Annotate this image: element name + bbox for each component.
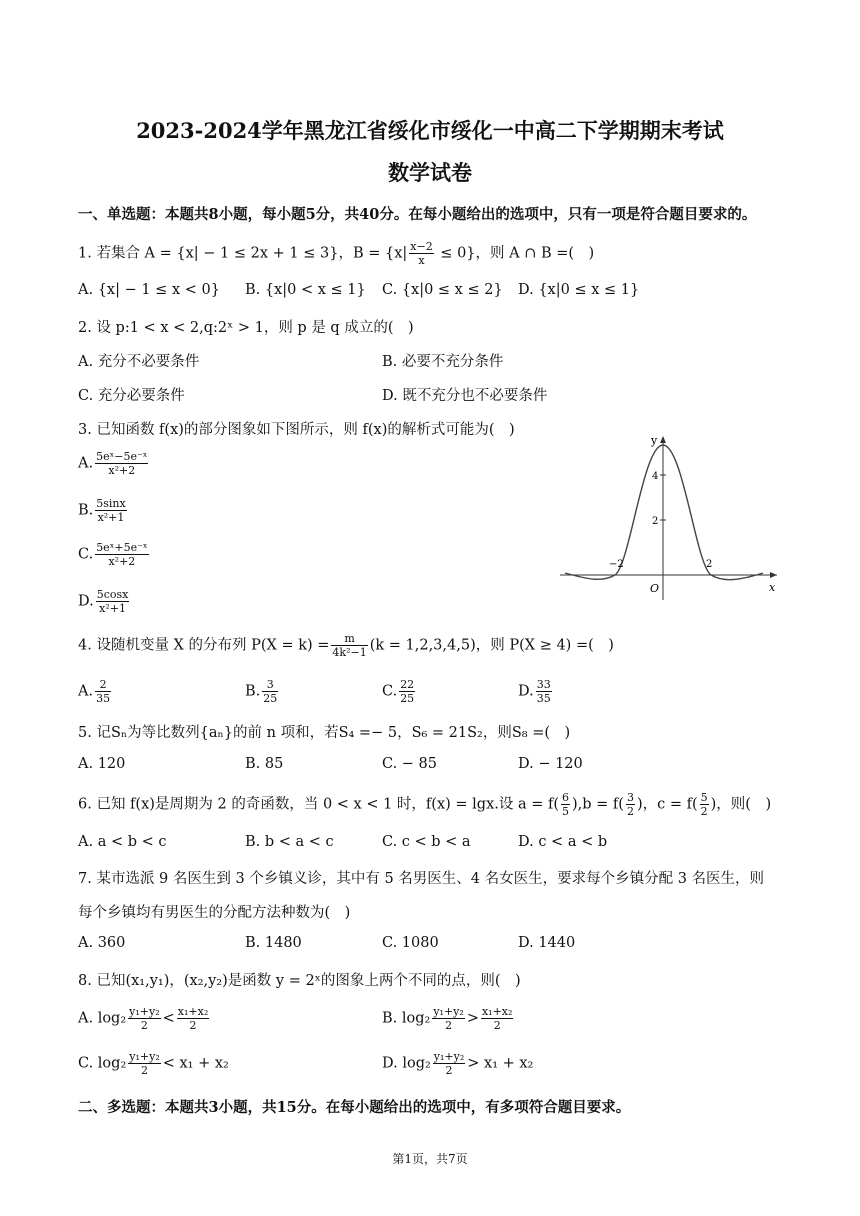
option-c[interactable] xyxy=(78,541,151,568)
option-c[interactable] xyxy=(382,678,417,705)
option-a[interactable]: A. 充分不必要条件 xyxy=(78,354,200,370)
option-expression: < x₁ + x₂ xyxy=(162,1055,229,1072)
option-fraction xyxy=(536,678,552,705)
option-c[interactable] xyxy=(78,1050,229,1077)
fraction-denominator: x²+1 xyxy=(99,602,126,615)
question-5: 5. 记Sₙ为等比数列{aₙ}的前 n 项和，若S₄ =− 5，S₆ = 21S₂，则S₈ =( ) xyxy=(78,725,571,741)
option-c[interactable]: C. {x|0 ≤ x ≤ 2} xyxy=(382,282,503,298)
fraction-numerator: x₁+x₂ xyxy=(481,1005,513,1018)
question-4-fraction xyxy=(331,632,367,659)
section-heading-multiple-choice: 二、多选题：本题共3小题，共15分。在每小题给出的选项中，有多项符合题目要求。 xyxy=(78,1099,631,1116)
fraction-numerator: 5cosx xyxy=(96,588,129,601)
question-4-stem-b: (k = 1,2,3,4,5)，则 P(X ≥ 4) =( ) xyxy=(369,637,614,654)
option-c[interactable]: C. c < b < a xyxy=(382,834,471,850)
option-d[interactable] xyxy=(518,678,554,705)
option-label: D. log₂ xyxy=(382,1055,431,1072)
option-a[interactable] xyxy=(78,450,150,477)
option-fraction xyxy=(128,1005,160,1032)
option-b[interactable]: B. 1480 xyxy=(245,935,302,951)
fraction-numerator: 3 xyxy=(262,678,278,692)
fraction-denominator: 2 xyxy=(445,1019,453,1032)
fraction-numerator: m xyxy=(331,632,367,646)
option-d[interactable] xyxy=(78,588,131,615)
question-2: 2. 设 p:1 < x < 2,q:2ˣ > 1，则 p 是 q 成立的( ) xyxy=(78,320,414,336)
fraction-numerator: x−2 xyxy=(410,240,433,253)
option-label: B. log₂ xyxy=(382,1010,431,1027)
option-a[interactable] xyxy=(78,678,113,705)
fraction-numerator: y₁+y₂ xyxy=(129,1005,160,1018)
fraction-numerator: y₁+y₂ xyxy=(433,1005,464,1018)
question-4-stem-a: 4. 设随机变量 X 的分布列 P(X = k) = xyxy=(78,637,330,654)
option-b[interactable] xyxy=(382,1005,515,1032)
option-a[interactable]: A. 360 xyxy=(78,935,126,951)
fraction-denominator: x²+2 xyxy=(108,555,136,568)
option-label: C. xyxy=(382,683,398,700)
option-c[interactable]: C. 充分必要条件 xyxy=(78,388,185,404)
question-6-stem-b: ),b = f( xyxy=(572,796,624,813)
question-1-stem-a: 1. 若集合 A = {x| − 1 ≤ 2x + 1 ≤ 3}，B = {x| xyxy=(78,245,408,262)
fraction-denominator: 4k²−1 xyxy=(332,646,367,659)
fraction-denominator: 2 xyxy=(141,1064,148,1077)
fraction-numerator: 22 xyxy=(400,678,415,691)
question-6 xyxy=(78,791,771,818)
fraction-denominator: 35 xyxy=(96,692,111,705)
fraction-numerator: 5sinx xyxy=(96,497,126,510)
question-7-line-2: 每个乡镇均有男医生的分配方法种数为( ) xyxy=(78,905,351,921)
fraction-denominator: 2 xyxy=(700,805,708,818)
fraction-numerator: 5eˣ−5e⁻ˣ xyxy=(96,450,148,463)
option-b[interactable]: B. {x|0 < x ≤ 1} xyxy=(245,282,366,298)
function-curve xyxy=(565,445,763,580)
fraction-denominator: 2 xyxy=(140,1019,148,1032)
option-label: D. xyxy=(78,593,94,610)
fraction-numerator: y₁+y₂ xyxy=(433,1050,465,1063)
page-footer: 第1页，共7页 xyxy=(392,1152,468,1166)
option-d[interactable]: D. c < a < b xyxy=(518,834,608,850)
option-fraction xyxy=(95,497,126,524)
fraction-denominator: 25 xyxy=(263,692,278,705)
question-1-stem-b: ≤ 0}，则 A ∩ B =( ) xyxy=(435,245,595,262)
option-fraction xyxy=(399,678,415,705)
y-axis-label: y xyxy=(651,434,658,447)
fraction-denominator: 35 xyxy=(536,692,551,705)
comparison-operator: < xyxy=(162,1010,175,1027)
option-b[interactable]: B. b < a < c xyxy=(245,834,334,850)
option-fraction xyxy=(96,588,130,615)
fraction-numerator: 6 xyxy=(562,791,570,804)
option-b[interactable] xyxy=(78,497,129,524)
option-d[interactable]: D. 既不充分也不必要条件 xyxy=(382,388,548,404)
fraction-denominator: 2 xyxy=(189,1019,197,1032)
option-label: A. log₂ xyxy=(78,1010,127,1027)
option-d[interactable]: D. − 120 xyxy=(518,756,583,772)
option-label: D. xyxy=(518,683,534,700)
option-fraction xyxy=(432,1005,464,1032)
question-6-fraction xyxy=(700,791,709,818)
fraction-numerator: x₁+x₂ xyxy=(177,1005,209,1018)
option-b[interactable]: B. 必要不充分条件 xyxy=(382,354,504,370)
fraction-denominator: 2 xyxy=(493,1019,501,1032)
x-tick-label: −2 xyxy=(609,559,624,570)
option-expression: > x₁ + x₂ xyxy=(467,1055,534,1072)
y-tick-label: 2 xyxy=(652,516,659,527)
option-label: B. xyxy=(78,502,94,519)
question-1-fraction xyxy=(409,240,433,267)
option-d[interactable]: D. 1440 xyxy=(518,935,576,951)
fraction-denominator: x xyxy=(418,254,425,267)
option-fraction xyxy=(177,1005,209,1032)
option-fraction xyxy=(481,1005,513,1032)
fraction-numerator: 5eˣ+5e⁻ˣ xyxy=(96,541,148,554)
fraction-numerator: 3 xyxy=(626,791,634,804)
x-tick-label: 2 xyxy=(706,559,713,570)
fraction-numerator: 33 xyxy=(536,678,551,691)
option-fraction xyxy=(95,541,148,568)
option-a[interactable]: A. {x| − 1 ≤ x < 0} xyxy=(78,282,220,298)
section-heading-single-choice: 一、单选题：本题共8小题，每小题5分，共40分。在每小题给出的选项中，只有一项是符合题目要求的。 xyxy=(78,206,757,223)
fraction-denominator: 25 xyxy=(400,692,415,705)
question-6-stem-a: 6. 已知 f(x)是周期为 2 的奇函数，当 0 < x < 1 时，f(x) = lgx.设 a = f( xyxy=(78,796,560,813)
option-c[interactable]: C. − 85 xyxy=(382,756,438,772)
page-subtitle: 数学试卷 xyxy=(388,160,472,185)
origin-label: O xyxy=(650,582,660,595)
option-a[interactable] xyxy=(78,1005,211,1032)
question-8: 8. 已知(x₁,y₁)，(x₂,y₂)是函数 y = 2ˣ的图象上两个不同的点，则( ) xyxy=(78,973,521,989)
option-label: B. xyxy=(245,683,261,700)
question-6-stem-d: )，则( ) xyxy=(710,796,772,813)
option-label: C. log₂ xyxy=(78,1055,127,1072)
fraction-denominator: x²+1 xyxy=(97,511,125,524)
option-b[interactable]: B. 85 xyxy=(245,756,284,772)
option-a[interactable]: A. 120 xyxy=(78,756,126,772)
option-d[interactable] xyxy=(382,1050,533,1077)
question-6-fraction xyxy=(561,791,570,818)
x-axis-arrow-icon xyxy=(770,572,777,578)
fraction-denominator: 2 xyxy=(626,805,634,818)
question-6-fraction xyxy=(626,791,635,818)
fraction-denominator: x²+2 xyxy=(108,464,136,477)
option-d[interactable]: D. {x|0 ≤ x ≤ 1} xyxy=(518,282,640,298)
option-label: C. xyxy=(78,546,94,563)
fraction-numerator: 5 xyxy=(700,791,708,804)
fraction-numerator: 2 xyxy=(95,678,111,692)
option-fraction xyxy=(433,1050,465,1077)
option-c[interactable]: C. 1080 xyxy=(382,935,439,951)
fraction-denominator: 2 xyxy=(445,1064,453,1077)
question-3: 3. 已知函数 f(x)的部分图象如下图所示，则 f(x)的解析式可能为( ) xyxy=(78,422,515,438)
question-6-stem-c: )，c = f( xyxy=(636,796,698,813)
option-b[interactable] xyxy=(245,678,280,705)
x-axis-label: x xyxy=(769,581,776,594)
y-axis-arrow-icon xyxy=(660,436,666,443)
y-tick-label: 4 xyxy=(652,471,659,482)
fraction-numerator: y₁+y₂ xyxy=(129,1050,160,1063)
option-fraction xyxy=(95,678,111,705)
option-label: A. xyxy=(78,683,94,700)
option-fraction xyxy=(128,1050,160,1077)
question-1 xyxy=(78,240,594,267)
function-graph xyxy=(555,430,785,605)
comparison-operator: > xyxy=(466,1010,479,1027)
option-a[interactable]: A. a < b < c xyxy=(78,834,167,850)
option-label: A. xyxy=(78,455,94,472)
question-4 xyxy=(78,632,614,659)
option-fraction xyxy=(95,450,148,477)
fraction-denominator: 5 xyxy=(562,805,570,818)
question-7-line-1: 7. 某市选派 9 名医生到 3 个乡镇义诊，其中有 5 名男医生、4 名女医生，要求每个乡镇分配 3 名医生，则 xyxy=(78,871,765,887)
option-fraction xyxy=(262,678,278,705)
page-title: 2023-2024学年黑龙江省绥化市绥化一中高二下学期期末考试 xyxy=(136,118,724,143)
